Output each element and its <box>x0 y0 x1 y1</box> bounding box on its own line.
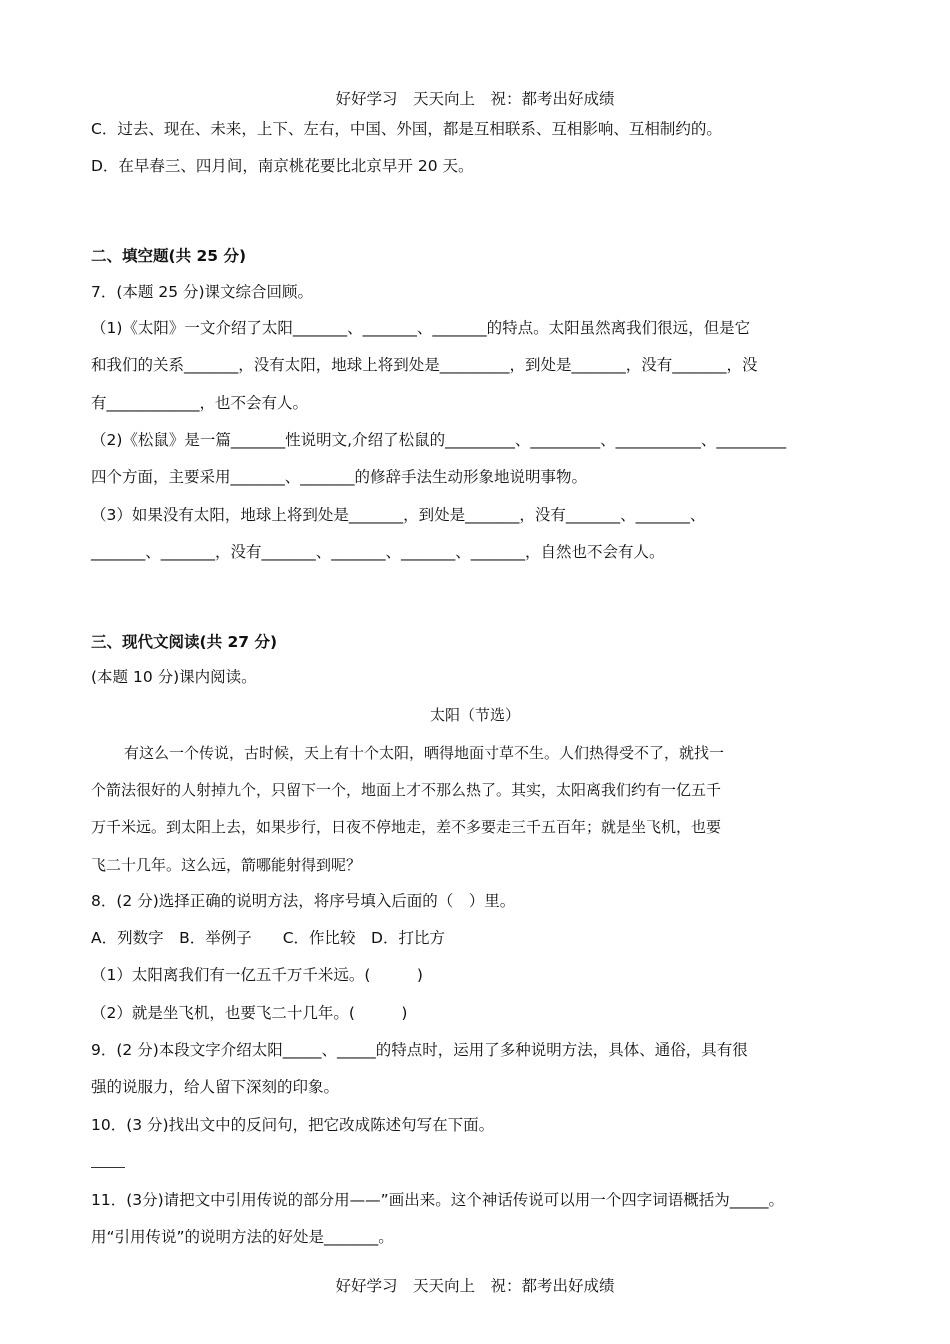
passage-title: 太阳（节选） <box>429 706 520 724</box>
option-d: D．在早春三、四月间，南京桃花要比北京早开 20 天。 <box>91 157 474 175</box>
passage-line: 飞二十几年。这么远，箭哪能射得到呢？ <box>91 856 362 874</box>
q11-line: 11．(3分)请把文中引用传说的部分用——”画出来。这个神话传说可以用一个四字词语概括为_____。 <box>91 1191 784 1209</box>
q8-item: （1）太阳离我们有一亿五千万千米远。( ) <box>91 966 423 984</box>
section-3-title: 三、现代文阅读(共 27 分) <box>91 633 278 651</box>
page-footer: 好好学习 天天向上 祝：都考出好成绩 <box>335 1277 615 1295</box>
q11-line: 用“引用传说”的说明方法的好处是_______。 <box>91 1228 394 1246</box>
section-2-title: 二、填空题(共 25 分) <box>91 247 247 265</box>
page-header: 好好学习 天天向上 祝：都考出好成绩 <box>335 90 615 108</box>
q8-prompt: 8．(2 分)选择正确的说明方法，将序号填入后面的（ ）里。 <box>91 892 516 910</box>
q9-line: 9．(2 分)本段文字介绍太阳_____、_____的特点时，运用了多种说明方法，具体、通俗，具有很 <box>91 1041 748 1059</box>
q7-line: 四个方面，主要采用_______、_______的修辞手法生动形象地说明事物。 <box>91 468 588 486</box>
q7-line: （2)《松鼠》是一篇_______性说明文,介绍了松鼠的_________、_________、___________、_________ <box>91 431 787 449</box>
answer-blank-line <box>91 1167 125 1168</box>
q7-line: （1)《太阳》一文介绍了太阳_______、_______、_______的特点。太阳虽然离我们很远，但是它 <box>91 319 751 337</box>
q7-line: 和我们的关系_______，没有太阳，地球上将到处是_________，到处是_______，没有_______，没 <box>91 356 758 374</box>
passage-line: 万千米远。到太阳上去，如果步行，日夜不停地走，差不多要走三千五百年；就是坐飞机，也要 <box>91 818 722 836</box>
q9-line: 强的说服力，给人留下深刻的印象。 <box>91 1078 340 1096</box>
q7-line: 有____________，也不会有人。 <box>91 394 309 412</box>
q7-line: （3）如果没有太阳，地球上将到处是_______，到处是_______，没有_______、_______、 <box>91 506 706 524</box>
q7-title: 7．(本题 25 分)课文综合回顾。 <box>91 283 314 301</box>
q8-item: （2）就是坐飞机，也要飞二十几年。( ) <box>91 1004 408 1022</box>
q8-options: A．列数字 B．举例子 C．作比较 D．打比方 <box>91 929 445 947</box>
option-c: C．过去、现在、未来，上下、左右，中国、外国，都是互相联系、互相影响、互相制约的。 <box>91 120 722 138</box>
section-3-intro: (本题 10 分)课内阅读。 <box>91 668 257 686</box>
passage-line: 有这么一个传说，古时候，天上有十个太阳，晒得地面寸草不生。人们热得受不了，就找一 <box>124 744 725 762</box>
passage-line: 个箭法很好的人射掉九个，只留下一个，地面上才不那么热了。其实，太阳离我们约有一亿五千 <box>91 781 722 799</box>
q7-line: _______、_______，没有_______、_______、_______、_______，自然也不会有人。 <box>91 543 665 561</box>
q10-prompt: 10．(3 分)找出文中的反问句，把它改成陈述句写在下面。 <box>91 1116 495 1134</box>
